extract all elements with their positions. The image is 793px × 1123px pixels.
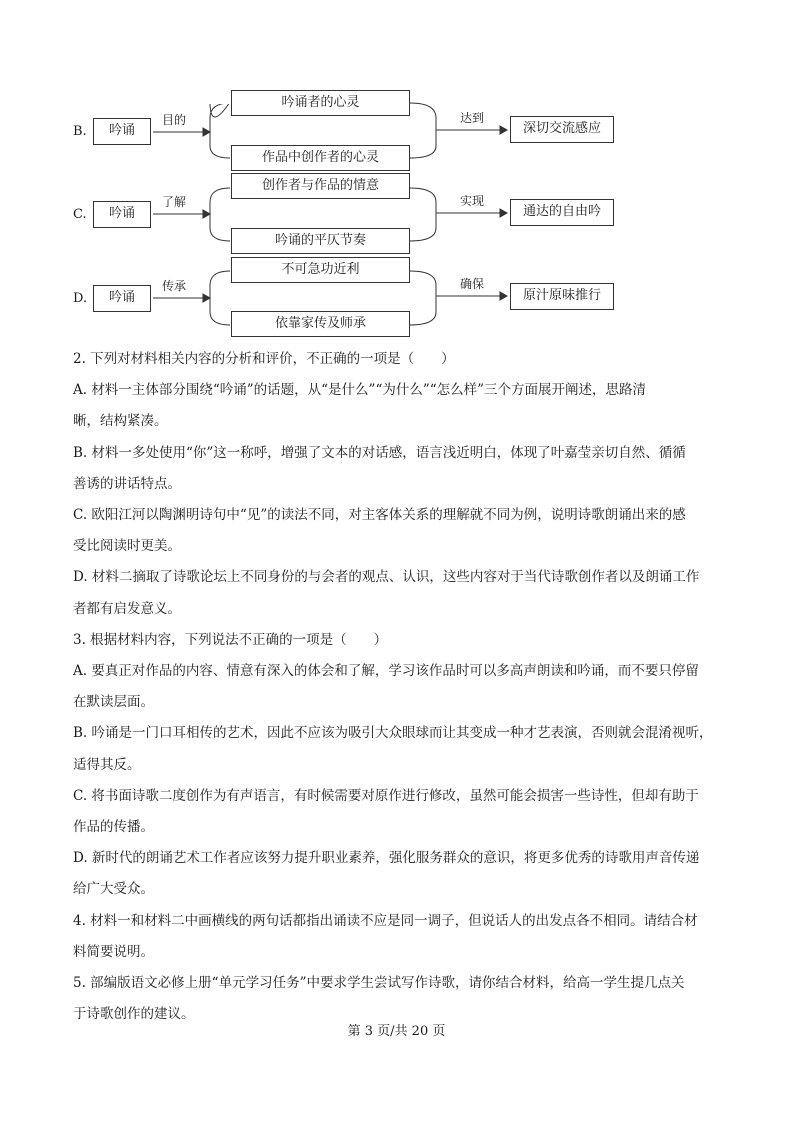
edge-label: 达到 — [460, 111, 485, 125]
start-box: 吟诵 — [93, 118, 151, 145]
right-brace — [410, 188, 436, 241]
option-line: D. 新时代的朗诵艺术工作者应该努力提升职业素养，强化服务群众的意识，将更多优秀的诗歌用声音传递 — [73, 850, 700, 867]
start-box: 吟诵 — [93, 201, 151, 228]
bottom-box: 作品中创作者的心灵 — [231, 145, 410, 171]
page-footer: 第 3 页/共 20 页 — [347, 1024, 446, 1039]
top-box: 创作者与作品的情意 — [231, 173, 410, 199]
top-box: 吟诵者的心灵 — [231, 90, 410, 116]
bottom-box: 吟诵的平仄节奏 — [231, 228, 410, 254]
option-line: D. 材料二摘取了诗歌论坛上不同身份的与会者的观点、认识，这些内容对于当代诗歌创作者以及朗诵工作 — [73, 569, 700, 586]
option-line: C. 将书面诗歌二度创作为有声语言，有时候需要对原作进行修改，虽然可能会损害一些诗性，但却有助于 — [73, 787, 699, 804]
question-line: 于诗歌创作的建议。 — [73, 1006, 195, 1023]
flow-diagram — [0, 0, 793, 345]
option-line: 给广大受众。 — [73, 881, 154, 898]
start-box: 吟诵 — [93, 285, 151, 312]
right-brace — [410, 103, 436, 158]
option-letter: B. — [73, 124, 87, 139]
arrowhead — [203, 210, 210, 218]
edge-label: 确保 — [460, 277, 485, 291]
option-line: 作品的传播。 — [73, 819, 154, 836]
option-line: 适得其反。 — [73, 756, 141, 773]
option-letter: C. — [73, 207, 87, 222]
arrowhead — [203, 294, 210, 302]
option-line: 者都有启发意义。 — [73, 600, 181, 617]
question-line: 4. 材料一和材料二中画横线的两句话都指出诵读不应是同一调子，但说话人的出发点各不相同。请结合材 — [73, 912, 698, 929]
option-letter: D. — [73, 291, 88, 306]
right-brace — [410, 271, 436, 325]
option-line: 晰，结构紧凑。 — [73, 413, 168, 430]
edge-label: 实现 — [460, 194, 485, 208]
left-brace — [210, 188, 230, 241]
edge-label: 目的 — [162, 113, 187, 127]
arrowhead — [500, 209, 507, 217]
question-line: 料简要说明。 — [73, 943, 154, 960]
option-line: 在默读层面。 — [73, 694, 154, 711]
option-line: B. 吟诵是一门口耳相传的艺术，因此不应该为吸引大众眼球而让其变成一种才艺表演，否则就会混淆视听， — [73, 725, 713, 742]
edge-label: 了解 — [162, 195, 187, 209]
arrowhead — [500, 126, 507, 134]
arrowhead — [500, 292, 507, 300]
option-line: C. 欧阳江河以陶渊明诗句中“见”的读法不同，对主客体关系的理解就不同为例，说明诗歌朗诵出来的感 — [73, 507, 686, 524]
question-line: 5. 部编版语文必修上册“单元学习任务”中要求学生尝试写作诗歌，请你结合材料，给高一学生提几点关 — [73, 975, 685, 992]
end-box: 通达的自由吟 — [510, 199, 614, 226]
left-brace — [210, 271, 230, 325]
question-text — [73, 344, 733, 1030]
bottom-box: 依靠家传及师承 — [231, 311, 410, 337]
option-line: A. 材料一主体部分围绕“吟诵”的话题，从“是什么”“为什么”“怎么样”三个方面展开阐述，思路清 — [73, 382, 647, 399]
arrowhead — [203, 128, 210, 136]
question-line: 2. 下列对材料相关内容的分析和评价，不正确的一项是（ ） — [73, 351, 455, 367]
option-line: A. 要真正对作品的内容、情意有深入的体会和了解，学习该作品时可以多高声朗读和吟诵，而不要只停留 — [73, 663, 699, 680]
left-brace — [210, 103, 230, 158]
top-box: 不可急功近利 — [231, 257, 410, 283]
end-box: 原汁原味推行 — [510, 283, 614, 310]
option-line: 善诱的讲话特点。 — [73, 475, 181, 492]
edge-label: 传承 — [162, 279, 187, 293]
option-line: 受比阅读时更美。 — [73, 538, 181, 555]
end-box: 深切交流感应 — [510, 116, 614, 143]
question-line: 3. 根据材料内容，下列说法不正确的一项是（ ） — [73, 631, 388, 648]
option-line: B. 材料一多处使用“你”这一称呼，增强了文本的对话感，语言浅近明白，体现了叶嘉莹亲切自然、循循 — [73, 444, 686, 461]
